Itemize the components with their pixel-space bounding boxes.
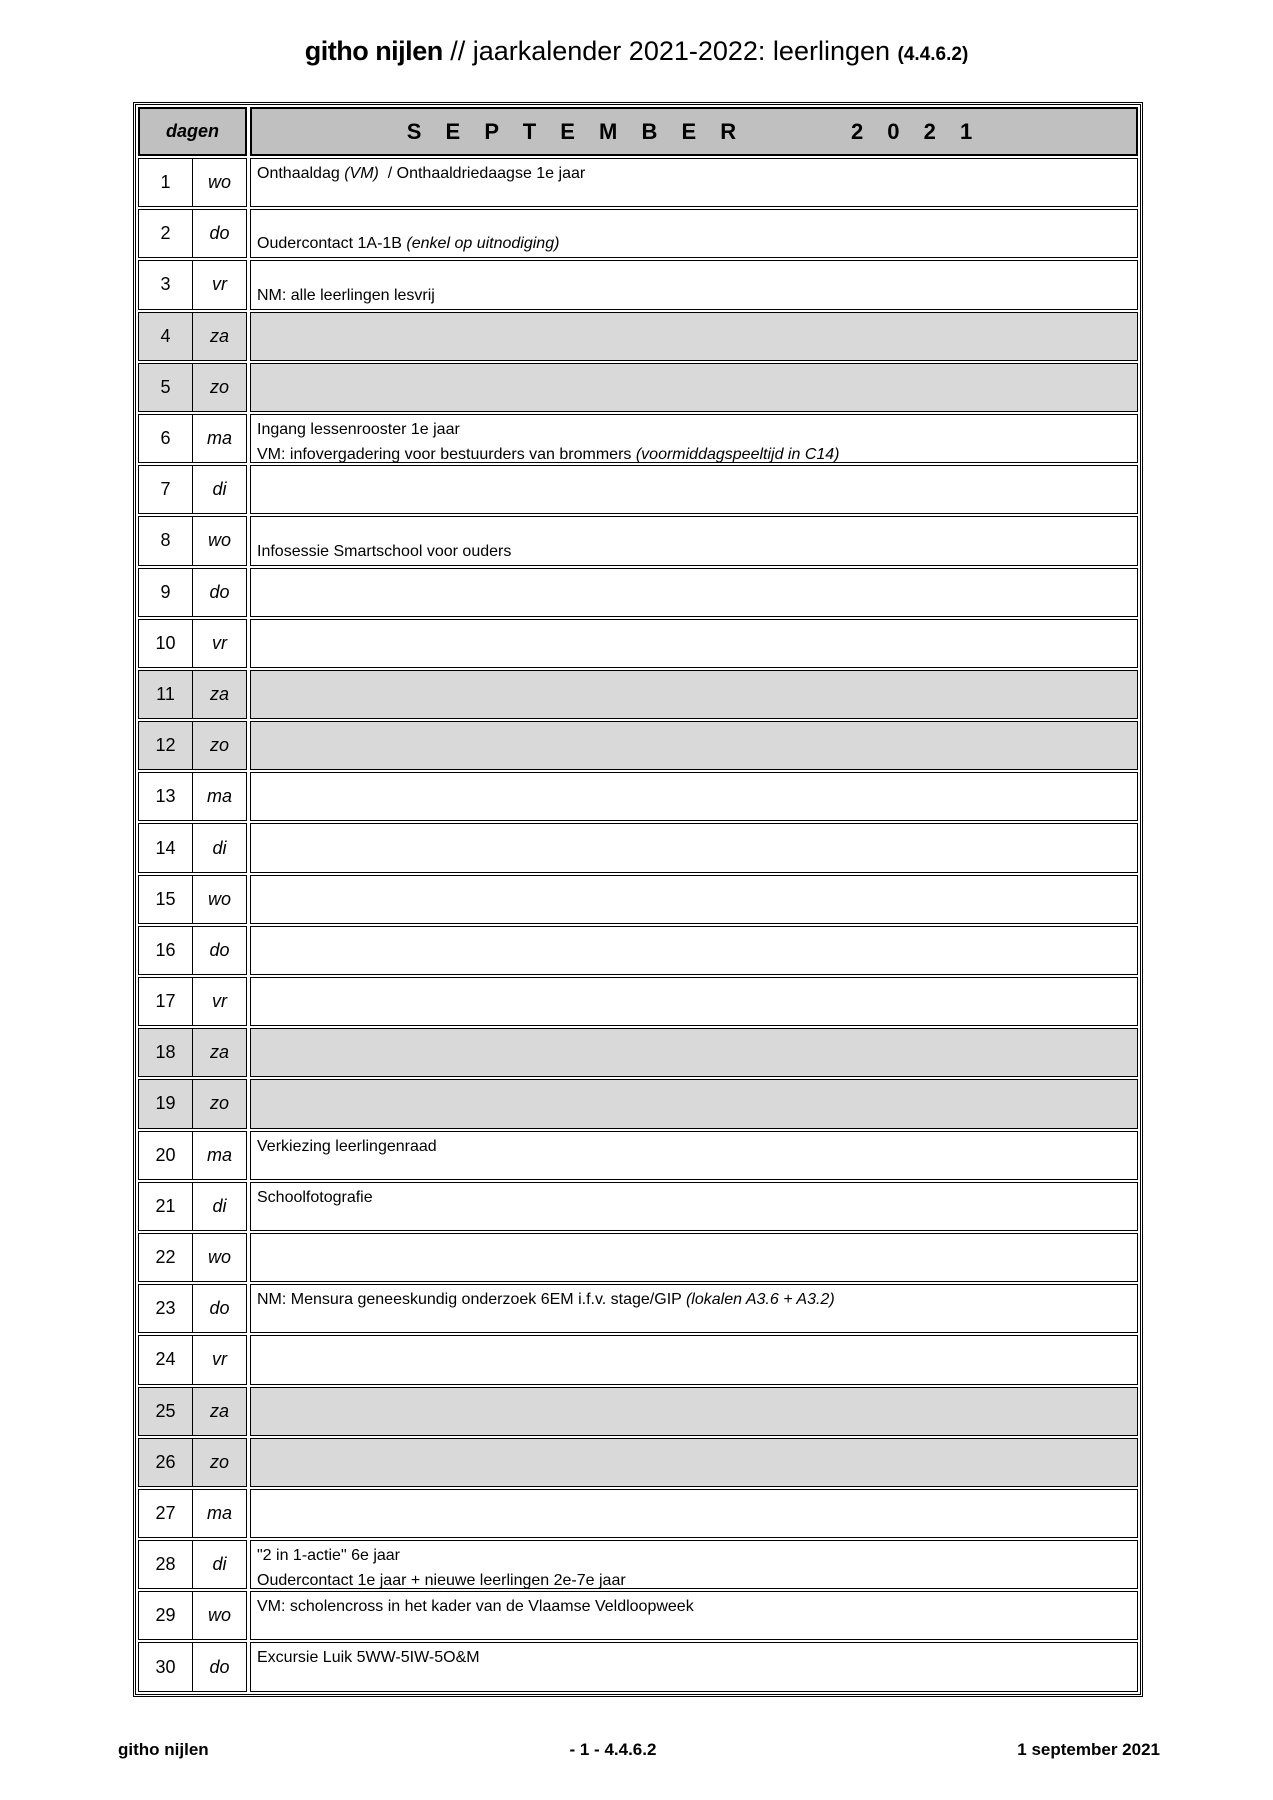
table-row	[138, 465, 1138, 514]
day-number: 30	[138, 1642, 193, 1691]
weekday-abbr: zo	[193, 363, 247, 412]
weekday-abbr: wo	[193, 875, 247, 924]
weekday-abbr: do	[193, 568, 247, 617]
weekday-abbr: wo	[193, 516, 247, 565]
event-cell	[250, 1131, 1138, 1180]
table-row	[138, 363, 1138, 412]
event-cell	[250, 1591, 1138, 1640]
event-text: Excursie Luik 5WW-5IW-5O&M	[257, 1649, 480, 1667]
event-cell	[250, 209, 1138, 258]
event-text: VM: infovergadering voor bestuurders van brommers	[257, 445, 636, 463]
day-number: 14	[138, 823, 193, 872]
event-text: Verkiezing leerlingenraad	[257, 1137, 437, 1155]
day-number: 4	[138, 312, 193, 361]
day-number: 23	[138, 1284, 193, 1333]
event-cell	[250, 1079, 1138, 1128]
day-number: 17	[138, 977, 193, 1026]
event-cell	[250, 568, 1138, 617]
event-line	[257, 161, 1131, 186]
table-row	[138, 1233, 1138, 1282]
event-cell	[250, 721, 1138, 770]
day-number: 7	[138, 465, 193, 514]
event-cell	[250, 465, 1138, 514]
weekday-abbr: di	[193, 1540, 247, 1589]
table-row	[138, 568, 1138, 617]
weekday-abbr: wo	[193, 1233, 247, 1282]
page-footer	[118, 1740, 1160, 1760]
footer-page: - 1 - 4.4.6.2	[569, 1740, 657, 1759]
table-row	[138, 670, 1138, 719]
weekday-abbr: ma	[193, 1131, 247, 1180]
event-cell	[250, 1387, 1138, 1436]
event-cell	[250, 1438, 1138, 1487]
event-text: "2 in 1-actie" 6e jaar	[257, 1547, 400, 1565]
weekday-abbr: do	[193, 209, 247, 258]
event-line	[257, 1185, 1131, 1210]
title-text: // jaarkalender 2021-2022: leerlingen	[442, 36, 898, 66]
event-text: Schoolfotografie	[257, 1188, 373, 1206]
day-number: 28	[138, 1540, 193, 1589]
event-cell	[250, 158, 1138, 207]
weekday-abbr: vr	[193, 1335, 247, 1384]
weekday-abbr: za	[193, 1387, 247, 1436]
footer-left: githo nijlen	[118, 1740, 209, 1759]
event-line	[257, 231, 1131, 256]
table-row	[138, 516, 1138, 565]
table-row	[138, 772, 1138, 821]
weekday-abbr: zo	[193, 1079, 247, 1128]
day-number: 25	[138, 1387, 193, 1436]
event-note: (voormiddagspeeltijd in C14)	[635, 445, 840, 463]
table-row	[138, 977, 1138, 1026]
day-number: 16	[138, 926, 193, 975]
event-cell	[250, 1642, 1138, 1691]
day-number: 15	[138, 875, 193, 924]
table-row	[138, 260, 1138, 309]
weekday-abbr: ma	[193, 1489, 247, 1538]
weekday-abbr: do	[193, 1642, 247, 1691]
day-number: 27	[138, 1489, 193, 1538]
day-number: 22	[138, 1233, 193, 1282]
table-row	[138, 312, 1138, 361]
table-row	[138, 1489, 1138, 1538]
event-cell	[250, 772, 1138, 821]
event-text: VM: scholencross in het kader van de Vlaamse Veldloopweek	[257, 1598, 694, 1616]
day-number: 26	[138, 1438, 193, 1487]
event-cell	[250, 875, 1138, 924]
event-cell	[250, 619, 1138, 668]
day-number: 5	[138, 363, 193, 412]
footer-date: 1 september 2021	[1017, 1740, 1160, 1759]
table-row	[138, 1182, 1138, 1231]
event-cell	[250, 670, 1138, 719]
day-number: 8	[138, 516, 193, 565]
event-cell	[250, 823, 1138, 872]
weekday-abbr: vr	[193, 977, 247, 1026]
table-row	[138, 1540, 1138, 1589]
event-cell	[250, 1028, 1138, 1077]
weekday-abbr: vr	[193, 260, 247, 309]
weekday-abbr: wo	[193, 1591, 247, 1640]
table-row	[138, 875, 1138, 924]
event-note: (VM)	[344, 165, 379, 182]
event-cell	[250, 1489, 1138, 1538]
weekday-abbr: za	[193, 1028, 247, 1077]
event-cell	[250, 414, 1138, 463]
event-line	[257, 1134, 1131, 1159]
weekday-abbr: za	[193, 312, 247, 361]
weekday-abbr: do	[193, 1284, 247, 1333]
table-row	[138, 1028, 1138, 1077]
event-line	[257, 1543, 1131, 1568]
table-row	[138, 158, 1138, 207]
day-number: 19	[138, 1079, 193, 1128]
weekday-abbr: ma	[193, 772, 247, 821]
event-line	[257, 1645, 1131, 1670]
event-cell	[250, 1540, 1138, 1589]
day-number: 13	[138, 772, 193, 821]
event-text: Oudercontact 1e jaar + nieuwe leerlingen 2e-7e jaar	[257, 1572, 626, 1590]
weekday-abbr: di	[193, 465, 247, 514]
weekday-abbr: ma	[193, 414, 247, 463]
event-text: NM: alle leerlingen lesvrij	[257, 286, 435, 304]
day-number: 10	[138, 619, 193, 668]
day-number: 3	[138, 260, 193, 309]
table-row	[138, 1438, 1138, 1487]
weekday-abbr: do	[193, 926, 247, 975]
days-header: dagen	[138, 107, 247, 156]
event-line	[257, 417, 1131, 442]
day-number: 1	[138, 158, 193, 207]
table-row	[138, 1079, 1138, 1128]
event-cell	[250, 260, 1138, 309]
table-row	[138, 1131, 1138, 1180]
weekday-abbr: zo	[193, 721, 247, 770]
table-row	[138, 1335, 1138, 1384]
weekday-abbr: di	[193, 823, 247, 872]
event-text: Onthaaldag	[257, 165, 345, 182]
weekday-abbr: zo	[193, 1438, 247, 1487]
weekday-abbr: za	[193, 670, 247, 719]
table-row	[138, 1642, 1138, 1691]
table-row	[138, 209, 1138, 258]
month-header: S E P T E M B E R 2 0 2 1	[250, 107, 1138, 156]
event-text: Ingang lessenrooster 1e jaar	[257, 420, 460, 438]
day-number: 24	[138, 1335, 193, 1384]
event-line	[257, 539, 1131, 564]
day-number: 20	[138, 1131, 193, 1180]
table-row	[138, 1387, 1138, 1436]
weekday-abbr: di	[193, 1182, 247, 1231]
day-number: 12	[138, 721, 193, 770]
table-row	[138, 414, 1138, 463]
event-line	[257, 283, 1131, 308]
day-number: 21	[138, 1182, 193, 1231]
document-code: (4.4.6.2)	[897, 44, 969, 65]
event-line	[257, 1287, 1131, 1312]
event-cell	[250, 1182, 1138, 1231]
event-note: (lokalen A3.6 + A3.2)	[685, 1291, 835, 1309]
table-row	[138, 1591, 1138, 1640]
weekday-abbr: wo	[193, 158, 247, 207]
event-cell	[250, 1233, 1138, 1282]
event-line	[257, 442, 1131, 467]
event-text: Infosessie Smartschool voor ouders	[257, 542, 512, 560]
day-number: 6	[138, 414, 193, 463]
day-number: 18	[138, 1028, 193, 1077]
brand-name: githo nijlen	[304, 36, 443, 66]
table-row	[138, 1284, 1138, 1333]
event-cell	[250, 977, 1138, 1026]
event-line	[257, 1594, 1131, 1619]
table-row	[138, 823, 1138, 872]
page-title	[0, 36, 1273, 67]
event-cell	[250, 926, 1138, 975]
event-cell	[250, 363, 1138, 412]
table-row	[138, 619, 1138, 668]
day-number: 11	[138, 670, 193, 719]
weekday-abbr: vr	[193, 619, 247, 668]
event-text: Oudercontact 1A-1B	[257, 235, 407, 253]
event-text: NM: Mensura geneeskundig onderzoek 6EM i.f.v. stage/GIP	[257, 1291, 686, 1309]
event-cell	[250, 1284, 1138, 1333]
table-header	[138, 107, 1138, 156]
table-row	[138, 926, 1138, 975]
day-number: 29	[138, 1591, 193, 1640]
event-cell	[250, 1335, 1138, 1384]
calendar-table	[133, 102, 1143, 1697]
event-text: / Onthaaldriedaagse 1e jaar	[378, 165, 586, 182]
day-number: 2	[138, 209, 193, 258]
event-cell	[250, 312, 1138, 361]
day-number: 9	[138, 568, 193, 617]
event-note: (enkel op uitnodiging)	[406, 235, 560, 253]
event-cell	[250, 516, 1138, 565]
event-line	[257, 1568, 1131, 1593]
table-row	[138, 721, 1138, 770]
